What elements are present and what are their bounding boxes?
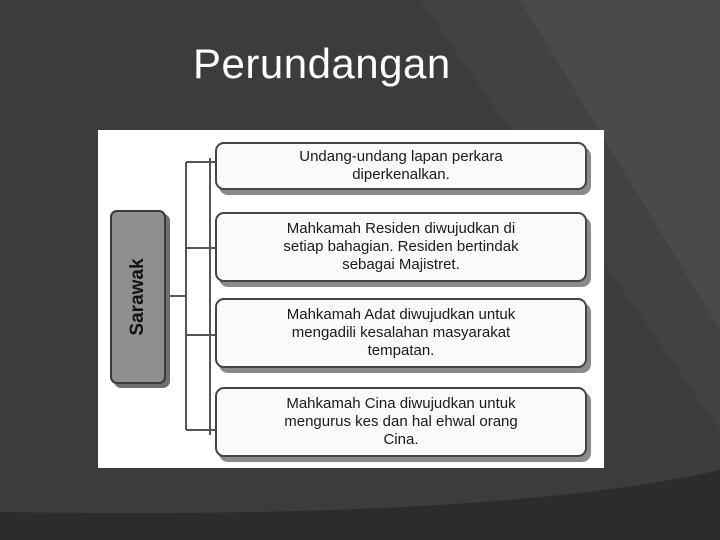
root-node-sarawak bbox=[110, 210, 166, 384]
slide-title: Perundangan bbox=[193, 40, 451, 87]
diagram-figure bbox=[98, 130, 604, 468]
root-node-label: Sarawak bbox=[127, 258, 148, 336]
branch-node-4-text: Mahkamah Cina diwujudkan untuk mengurus kes dan hal ehwal orang Cina. bbox=[284, 395, 518, 448]
branch-node-1-text: Undang-undang lapan perkara diperkenalkan. bbox=[299, 148, 503, 183]
branch-node-3-text: Mahkamah Adat diwujudkan untuk mengadili kesalahan masyarakat tempatan. bbox=[286, 306, 516, 359]
branch-node-3 bbox=[215, 298, 587, 368]
branch-node-1 bbox=[215, 142, 587, 190]
branch-node-4 bbox=[215, 387, 587, 457]
branch-node-2-text: Mahkamah Residen diwujudkan di setiap bahagian. Residen bertindak sebagai Majistret. bbox=[283, 220, 519, 273]
branch-node-2 bbox=[215, 212, 587, 282]
